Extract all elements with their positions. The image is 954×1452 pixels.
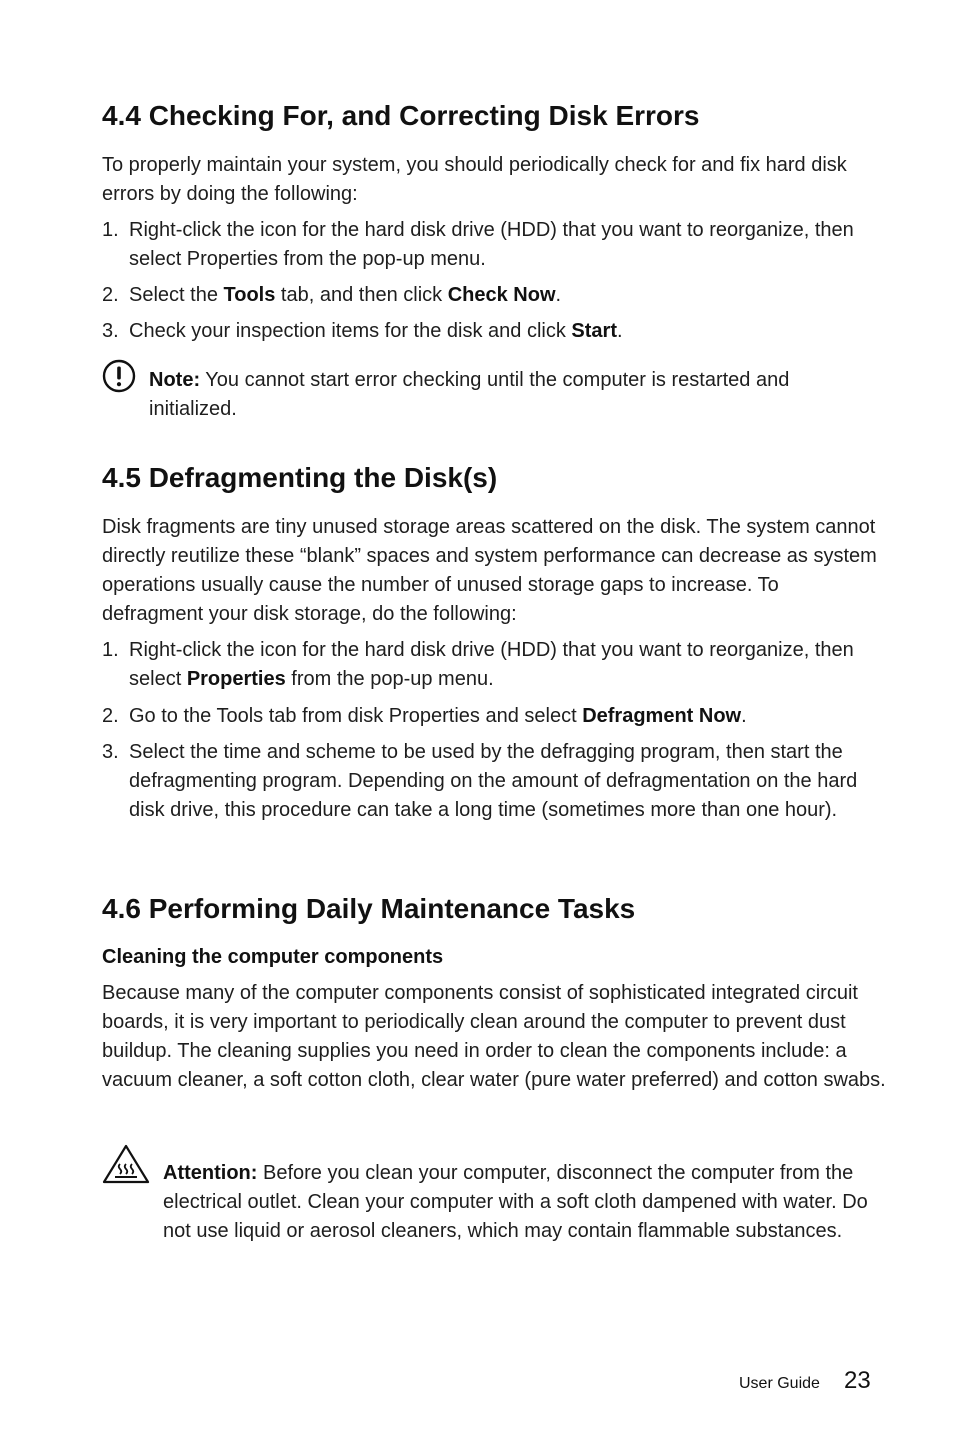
ui-term-tools: Tools <box>223 284 276 306</box>
step-text: . <box>617 320 623 342</box>
note-block <box>149 366 869 424</box>
attention-block <box>163 1159 868 1246</box>
step-number: 3. <box>102 320 119 342</box>
step-text: Right-click the icon for the hard disk drive (HDD) that you want to reorganize, then select Properties from the pop-up menu. <box>129 219 854 270</box>
attention-label: Attention: <box>163 1162 258 1184</box>
page-number: 23 <box>844 1367 871 1394</box>
note-label: Note: <box>149 369 201 391</box>
step-text: Go to the Tools tab from disk Properties and select <box>129 705 583 727</box>
step-4-4-3 <box>102 317 882 346</box>
ui-term-check-now: Check Now <box>447 284 556 306</box>
step-text: tab, and then click <box>275 284 448 306</box>
step-number: 2. <box>102 705 119 727</box>
step-4-5-1 <box>102 636 882 694</box>
step-number: 3. <box>102 741 119 763</box>
step-number: 2. <box>102 284 119 306</box>
step-4-4-2 <box>102 281 882 310</box>
step-text: Select the <box>129 284 224 306</box>
subsection-title: Cleaning the computer components <box>102 946 444 968</box>
footer-label: User Guide <box>739 1375 820 1392</box>
step-text: Right-click the icon for the hard disk drive (HDD) that you want to reorganize, then select <box>129 639 854 690</box>
step-text: Select the time and scheme to be used by the defragging program, then start the defragmenting program. Depending on the amount of defragmentation on the hard disk drive, this procedure can take a long time (sometimes more than one hour). <box>129 741 858 821</box>
ui-term-properties: Properties <box>186 668 286 690</box>
section-4-5-intro: Disk fragments are tiny unused storage areas scattered on the disk. The system cannot directly reutilize these “blank” spaces and system performance can decrease as system operations usually cause the number of unused storage gaps to increase. To defragment your disk storage, do the following: <box>102 516 877 625</box>
step-number: 1. <box>102 219 119 241</box>
attention-text: Before you clean your computer, disconnect the computer from the electrical outlet. Clean your computer with a soft cloth dampened with water. Do not use liquid or aerosol cleaners, which may contain flammable substances. <box>163 1162 868 1242</box>
step-text: . <box>555 284 562 306</box>
section-title-4-5: 4.5 Defragmenting the Disk(s) <box>102 462 498 493</box>
section-4-4-intro: To properly maintain your system, you should periodically check for and fix hard disk errors by doing the following: <box>102 154 847 205</box>
step-text: . <box>741 705 747 727</box>
note-text: You cannot start error checking until the computer is restarted and initialized. <box>149 369 790 420</box>
section-title-4-4: 4.4 Checking For, and Correcting Disk Errors <box>102 100 700 131</box>
step-4-4-1 <box>102 216 882 274</box>
ui-term-start: Start <box>571 320 617 342</box>
exclamation-circle-icon <box>102 359 136 393</box>
hot-surface-warning-icon <box>101 1143 151 1185</box>
step-text: Check your inspection items for the disk and click <box>129 320 572 342</box>
section-title-4-6: 4.6 Performing Daily Maintenance Tasks <box>102 893 636 924</box>
step-text: from the pop-up menu. <box>285 668 494 690</box>
step-4-5-2 <box>102 702 882 731</box>
ui-term-defragment-now: Defragment Now <box>582 705 742 727</box>
step-4-5-3 <box>102 738 882 825</box>
section-4-6-intro: Because many of the computer components consist of sophisticated integrated circuit boards, it is very important to periodically clean around the computer to prevent dust buildup. The cleaning supplies you need in order to clean the components include: a vacuum cleaner, a soft cotton cloth, clear water (pure water preferred) and cotton swabs. <box>102 982 886 1091</box>
step-number: 1. <box>102 639 119 661</box>
